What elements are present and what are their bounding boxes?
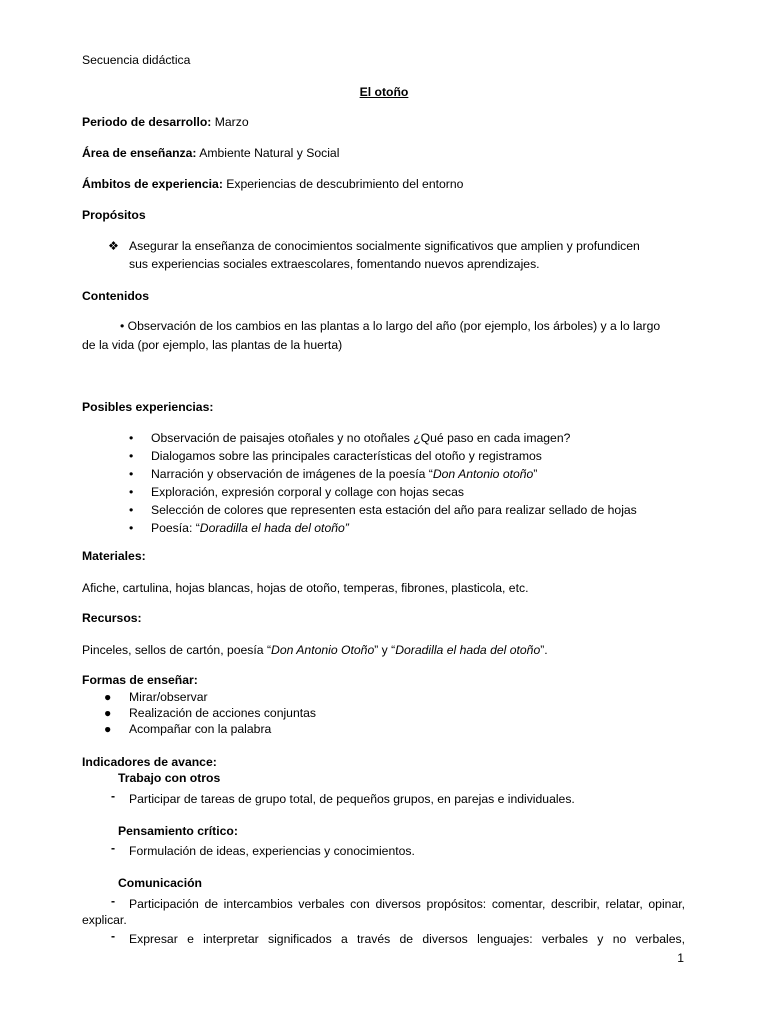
- dash-bullet-icon: -: [111, 789, 116, 803]
- experiencias-heading: Posibles experiencias:: [82, 400, 214, 414]
- list-item: ● Realización de acciones conjuntas: [104, 706, 316, 720]
- list-item: ● Mirar/observar: [104, 690, 208, 704]
- recursos-heading: Recursos:: [82, 611, 142, 625]
- comunicacion-item-2: Expresar e interpretar significados a través de diversos lenguajes: verbales y no verbales,: [129, 932, 685, 946]
- materiales-heading: Materiales:: [82, 549, 146, 563]
- document-title: El otoño: [359, 85, 409, 99]
- area-line: [82, 145, 339, 161]
- formas-heading: Formas de enseñar:: [82, 673, 198, 687]
- contenidos-heading: Contenidos: [82, 289, 150, 303]
- bullet-icon: •: [129, 503, 134, 517]
- bullet-icon: •: [129, 449, 134, 463]
- bullet-icon: •: [129, 431, 134, 445]
- list-item: • Dialogamos sobre las principales características del otoño y registramos: [129, 449, 542, 463]
- recursos-text: Pinceles, sellos de cartón, poesía “Don Antonio Otoño” y “Doradilla el hada del otoño”.: [82, 643, 548, 657]
- indicadores-heading: Indicadores de avance:: [82, 755, 217, 769]
- list-item: • Poesía: “Doradilla el hada del otoño”: [129, 521, 349, 535]
- dash-bullet-icon: -: [111, 929, 116, 943]
- periodo-label: Periodo de desarrollo:: [82, 115, 212, 129]
- experiencias-list: [129, 430, 637, 538]
- trabajo-heading: Trabajo con otros: [118, 771, 221, 785]
- ambitos-line: [82, 176, 463, 192]
- periodo-line: [82, 114, 249, 130]
- page-number: 1: [677, 951, 684, 965]
- materiales-text: Afiche, cartulina, hojas blancas, hojas de otoño, temperas, fibrones, plasticola, etc.: [82, 581, 529, 595]
- propositos-heading: Propósitos: [82, 208, 146, 222]
- contenidos-line-2: de la vida (por ejemplo, las plantas de la huerta): [82, 338, 343, 352]
- dot-bullet-icon: ●: [104, 690, 112, 704]
- area-label: Área de enseñanza:: [82, 146, 197, 160]
- list-item: ● Acompañar con la palabra: [104, 722, 272, 736]
- dash-bullet-icon: -: [111, 894, 116, 908]
- bullet-icon: •: [129, 485, 134, 499]
- comunicacion-item-1: Participación de intercambios verbales con diversos propósitos: comentar, describir, relatar, opinar, explicar.: [82, 897, 685, 928]
- comunicacion-heading: Comunicación: [118, 876, 202, 890]
- list-item: • Observación de paisajes otoñales y no otoñales ¿Qué paso en cada imagen?: [129, 431, 571, 445]
- ambitos-label: Ámbitos de experiencia:: [82, 177, 223, 191]
- proposito-line-1: Asegurar la enseñanza de conocimientos socialmente significativos que amplien y profundicen: [129, 239, 640, 253]
- document-header: Secuencia didáctica: [82, 53, 191, 67]
- list-item: • Exploración, expresión corporal y collage con hojas secas: [129, 485, 464, 499]
- bullet-icon: •: [129, 467, 134, 481]
- periodo-value: Marzo: [211, 115, 249, 129]
- bullet-icon: •: [129, 521, 134, 535]
- list-item: • Narración y observación de imágenes de la poesía “Don Antonio otoño”: [129, 467, 538, 481]
- ambitos-value: Experiencias de descubrimiento del entorno: [222, 177, 464, 191]
- diamond-bullet-icon: ❖: [108, 239, 119, 253]
- area-value: Ambiente Natural y Social: [196, 146, 340, 160]
- proposito-line-2: sus experiencias sociales extraescolares, fomentando nuevos aprendizajes.: [129, 257, 540, 271]
- pensamiento-item: Formulación de ideas, experiencias y conocimientos.: [129, 844, 415, 858]
- contenidos-line-1: • Observación de los cambios en las plantas a lo largo del año (por ejemplo, los árboles) y a lo largo: [120, 319, 661, 333]
- dash-bullet-icon: -: [111, 841, 116, 855]
- trabajo-item: Participar de tareas de grupo total, de pequeños grupos, en parejas e individuales.: [129, 792, 575, 806]
- pensamiento-heading: Pensamiento crítico:: [118, 824, 238, 838]
- dot-bullet-icon: ●: [104, 706, 112, 720]
- formas-list: [104, 689, 316, 737]
- list-item: • Selección de colores que representen esta estación del año para realizar sellado de hojas: [129, 503, 637, 517]
- dot-bullet-icon: ●: [104, 722, 112, 736]
